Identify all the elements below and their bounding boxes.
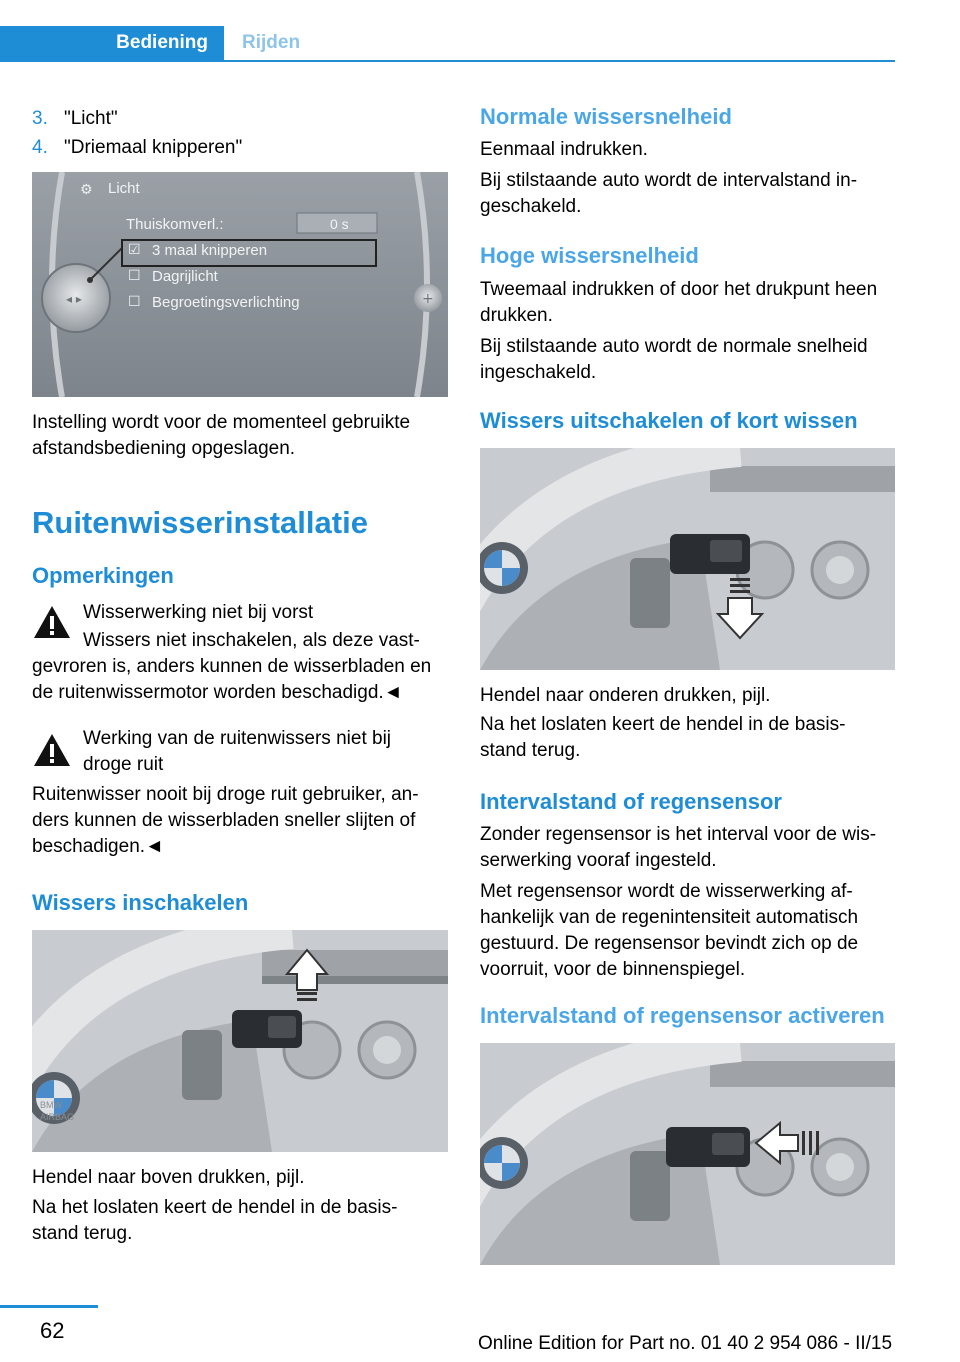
paragraph: Na het loslaten keert de hendel in de basis-stand terug. <box>480 714 846 761</box>
warning-text: Ruitenwisser nooit bij droge ruit gebruiker, an-ders kunnen de wisserbladen sneller slijten of beschadigen.◄ <box>32 784 419 857</box>
subsection-title: Wissers inschakelen <box>32 890 249 915</box>
warning-title: droge ruit <box>83 754 164 775</box>
screen-option: Begroetingsverlichting <box>152 294 300 311</box>
subsection-title: Intervalstand of regensensor activeren <box>480 1003 885 1028</box>
list-number: 3. <box>32 108 48 129</box>
footer-rule <box>0 1305 98 1308</box>
warning-icon <box>32 732 72 768</box>
page-header <box>0 0 895 62</box>
paragraph: Hendel naar boven drukken, pijl. <box>32 1167 305 1188</box>
wiper-lever-down-photo <box>480 448 895 670</box>
screen-row-label: Thuiskomverl.: <box>126 216 224 233</box>
warning-icon <box>32 604 72 640</box>
svg-text:⚙: ⚙ <box>80 182 93 198</box>
paragraph: Hendel naar onderen drukken, pijl. <box>480 685 771 706</box>
subsection-title: Opmerkingen <box>32 563 174 588</box>
paragraph: Tweemaal indrukken of door het drukpunt heen drukken. <box>480 279 878 326</box>
wiper-photo-graphic <box>480 448 895 670</box>
subsection-title: Normale wissersnelheid <box>480 104 732 129</box>
list-text: "Driemaal knipperen" <box>64 137 243 158</box>
wiper-photo-graphic <box>480 1043 895 1265</box>
warning-text: Wissers niet inschakelen, als deze vast- <box>83 630 420 651</box>
list-text: "Licht" <box>64 108 118 129</box>
wiper-photo-graphic <box>32 930 448 1152</box>
warning-text: gevroren is, anders kunnen de wisserbladen en de ruitenwissermotor worden beschadigd.◄ <box>32 656 432 703</box>
photo-brand-label: BMW <box>40 1100 62 1110</box>
svg-text:◂ ▸: ◂ ▸ <box>66 292 82 306</box>
paragraph: Bij stilstaande auto wordt de intervalstand in-geschakeld. <box>480 170 858 217</box>
warning-title: Werking van de ruitenwissers niet bij <box>83 728 392 749</box>
tab-bediening[interactable]: Bediening <box>0 26 224 60</box>
subsection-title: Hoge wissersnelheid <box>480 243 699 268</box>
warning-title: Wisserwerking niet bij vorst <box>83 602 314 623</box>
page-number: 62 <box>40 1318 65 1343</box>
list-item <box>32 135 242 160</box>
paragraph: Zonder regensensor is het interval voor de wis-serwerking vooraf ingesteld. <box>480 824 877 871</box>
paragraph: Instelling wordt voor de momenteel gebruikte afstandsbediening opgeslagen. <box>32 412 411 459</box>
checkbox-icon: ☐ <box>128 293 141 309</box>
paragraph: Bij stilstaande auto wordt de normale snelheid ingeschakeld. <box>480 336 868 383</box>
wiper-lever-up-photo <box>32 930 448 1152</box>
footer-edition: Online Edition for Part no. 01 40 2 954 086 - II/15 <box>478 1333 893 1354</box>
subsection-title: Intervalstand of regensensor <box>480 789 782 814</box>
checkbox-icon: ☐ <box>128 267 141 283</box>
header-rule <box>0 60 895 62</box>
photo-airbag-label: AIRBAG <box>40 1112 75 1122</box>
checked-icon: ☑ <box>128 241 141 257</box>
subsection-title: Wissers uitschakelen of kort wissen <box>480 408 858 433</box>
screen-menu-title: Licht <box>108 180 140 197</box>
wiper-lever-push-photo <box>480 1043 895 1265</box>
paragraph: Na het loslaten keert de hendel in de basis-stand terug. <box>32 1197 398 1244</box>
screen-option: Dagrijlicht <box>152 268 218 285</box>
list-number: 4. <box>32 137 48 158</box>
list-item <box>32 106 118 131</box>
tab-rijden[interactable]: Rijden <box>242 32 301 53</box>
screen-row-value: 0 s <box>330 216 349 232</box>
section-title: Ruitenwisserinstallatie <box>32 505 368 540</box>
idrive-screen-graphic <box>32 172 448 397</box>
paragraph: Eenmaal indrukken. <box>480 139 648 160</box>
paragraph: Met regensensor wordt de wisserwerking af-hankelijk van de regenintensiteit automatisch gestuurd. De regensensor bevindt zich op de voorruit, voor de binnenspiegel. <box>480 881 859 980</box>
idrive-screen-image <box>32 172 448 397</box>
svg-text:+: + <box>422 291 434 307</box>
screen-option: 3 maal knipperen <box>152 242 268 259</box>
